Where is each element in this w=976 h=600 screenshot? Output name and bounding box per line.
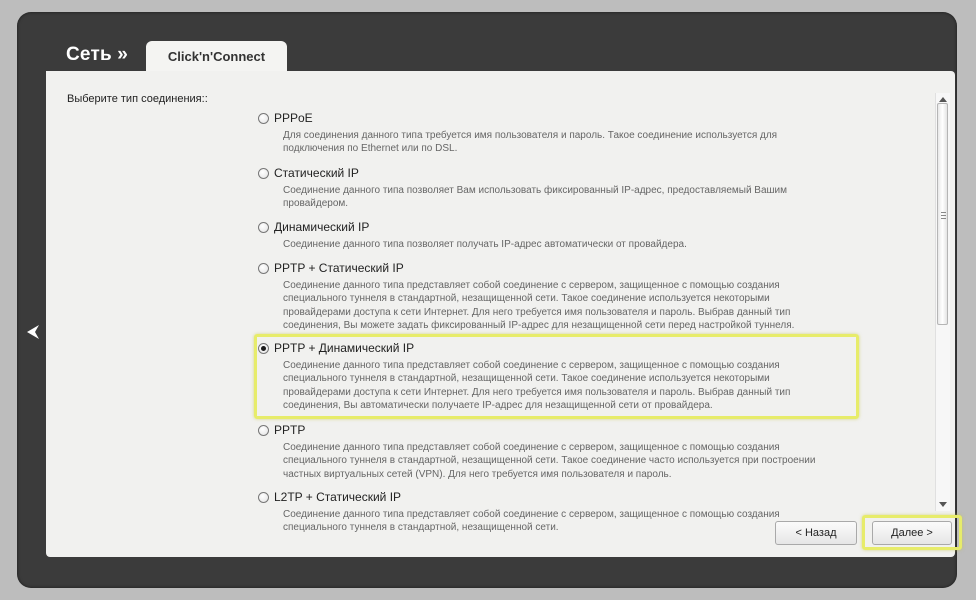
- option-title: PPTP + Динамический IP: [274, 341, 415, 355]
- radio-dynamic-ip[interactable]: [258, 222, 269, 233]
- option-description: Соединение данного типа позволяет получать IP-адрес автоматически от провайдера.: [283, 239, 687, 250]
- option-title: Статический IP: [274, 166, 359, 180]
- option-dynamic-ip[interactable]: [258, 219, 828, 251]
- option-description: Соединение данного типа представляет собой соединение с сервером, защищенное с помощью создания специального туннеля в стандартной, незащищенной сети.: [283, 509, 780, 534]
- section-label: Выберите тип соединения::: [67, 93, 208, 105]
- content-panel: [46, 71, 955, 557]
- option-title: PPTP + Статический IP: [274, 261, 404, 275]
- chevron-left-icon[interactable]: [24, 322, 42, 342]
- option-description: Соединение данного типа позволяет Вам использовать фиксированный IP-адрес, предоставляемый Вашим провайдером.: [283, 185, 788, 210]
- grip-icon: [941, 212, 946, 219]
- option-description: Для соединения данного типа требуется имя пользователя и пароль. Такое соединение используется для подключения по Ethernet или по DSL.: [283, 130, 778, 155]
- radio-pppoe[interactable]: [258, 113, 269, 124]
- option-pptp-static-ip[interactable]: [258, 260, 828, 332]
- breadcrumb[interactable]: Сеть »: [66, 44, 129, 65]
- option-description: Соединение данного типа представляет собой соединение с сервером, защищенное с помощью создания специального туннеля в стандартной, незащищенной сети. Такое соединение часто используется при построении частных виртуальных сетей (VPN). Для него требуется имя пользователя и пароль.: [283, 442, 816, 480]
- next-button[interactable]: Далее >: [872, 521, 952, 545]
- radio-pptp-static-ip[interactable]: [258, 263, 269, 274]
- option-title: L2TP + Статический IP: [274, 490, 402, 504]
- option-description: Соединение данного типа представляет собой соединение с сервером, защищенное с помощью создания специального туннеля в стандартной, незащищенной сети. Такое соединение используется некоторыми провайдерами доступа к сети Интернет. Для него требуется имя пользователя и пароль. Выбрав данный тип соединения, Вы можете задать фиксированный IP-адрес для незащищенной сети перед настройкой туннеля.: [283, 280, 795, 331]
- option-title: Динамический IP: [274, 220, 370, 234]
- next-button-highlight: [862, 515, 962, 550]
- option-title: PPTP: [274, 423, 306, 437]
- radio-static-ip[interactable]: [258, 168, 269, 179]
- radio-pptp[interactable]: [258, 425, 269, 436]
- option-title: PPPoE: [274, 111, 313, 125]
- scroll-up-icon[interactable]: [939, 97, 947, 102]
- option-static-ip[interactable]: [258, 165, 828, 211]
- scrollbar-thumb[interactable]: [937, 103, 948, 325]
- option-description: Соединение данного типа представляет собой соединение с сервером, защищенное с помощью создания специального туннеля в стандартной, незащищенной сети. Такое соединение используется некоторыми провайдерами доступа к сети Интернет. Для него требуется имя пользователя и пароль. Выбрав данный тип соединения, Вы автоматически получаете IP-адрес для незащищенной сети от провайдера.: [283, 360, 791, 411]
- option-pptp-dynamic-ip[interactable]: [258, 340, 828, 412]
- radio-l2tp-static-ip[interactable]: [258, 492, 269, 503]
- option-l2tp-static-ip[interactable]: [258, 489, 828, 535]
- scroll-down-icon[interactable]: [939, 502, 947, 507]
- back-button[interactable]: < Назад: [775, 521, 857, 545]
- vertical-scrollbar[interactable]: [935, 93, 950, 511]
- tab-click-n-connect[interactable]: Click'n'Connect: [146, 41, 287, 71]
- option-pptp[interactable]: [258, 422, 828, 481]
- option-pppoe[interactable]: [258, 110, 828, 156]
- radio-pptp-dynamic-ip[interactable]: [258, 343, 269, 354]
